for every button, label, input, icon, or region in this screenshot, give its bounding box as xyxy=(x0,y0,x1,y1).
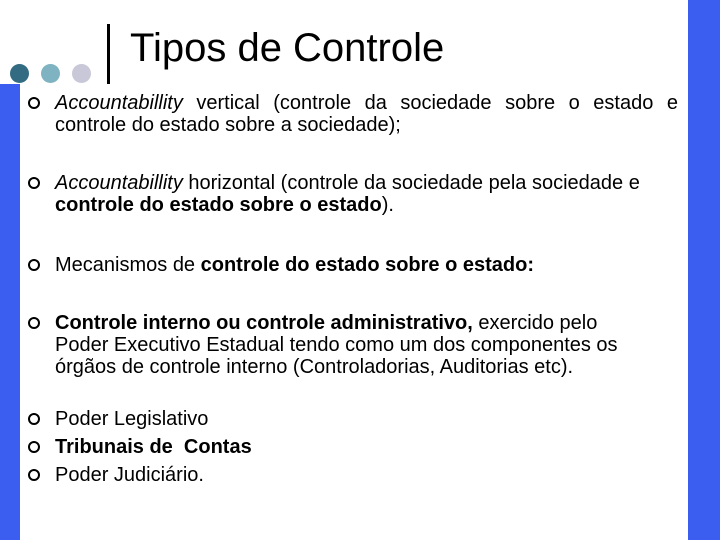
item-text xyxy=(55,312,655,378)
bullet-icon xyxy=(28,177,40,189)
item-plain: Mecanismos de xyxy=(55,254,201,276)
slide-title: Tipos de Controle xyxy=(130,26,445,70)
item-rest: exercido pelo Poder Executivo Estadual tendo como um dos componentes os órgãos de controle interno (Controladorias, Auditorias etc). xyxy=(55,312,618,378)
title-divider xyxy=(107,24,110,84)
item-text xyxy=(55,92,678,136)
item-text xyxy=(55,436,678,458)
item-bold: Controle interno ou controle administrativo, xyxy=(55,312,473,334)
list-item xyxy=(28,408,678,430)
bullet-icon xyxy=(28,469,40,481)
list-item xyxy=(28,254,678,276)
list-item xyxy=(28,464,678,486)
list-item xyxy=(28,312,678,378)
dot-icon xyxy=(72,64,91,83)
item-italic: Accountabillity xyxy=(55,172,183,194)
right-blue-band xyxy=(688,0,720,540)
item-bold: Tribunais de Contas xyxy=(55,436,252,458)
dot-icon xyxy=(10,64,29,83)
item-italic: Accountabillity xyxy=(55,92,183,114)
item-rest: vertical (controle da sociedade sobre o estado e controle do estado sobre a sociedade); xyxy=(55,92,678,136)
item-end: ). xyxy=(381,194,394,216)
bullet-icon xyxy=(28,317,40,329)
item-text xyxy=(55,254,678,276)
list-item xyxy=(28,436,678,458)
list-item xyxy=(28,172,678,216)
left-blue-band xyxy=(0,84,20,540)
item-text: Poder Judiciário. xyxy=(55,464,204,486)
dot-icon xyxy=(41,64,60,83)
item-rest: horizontal (controle da sociedade pela sociedade e xyxy=(182,172,640,194)
item-text: Poder Legislativo xyxy=(55,408,209,430)
bullet-icon xyxy=(28,441,40,453)
item-bold: controle do estado sobre o estado: xyxy=(200,254,535,276)
list-item xyxy=(28,92,678,136)
bullet-icon xyxy=(28,259,40,271)
item-bold: controle do estado sobre o estado xyxy=(55,194,382,216)
bullet-icon xyxy=(28,97,40,109)
bullet-icon xyxy=(28,413,40,425)
item-text xyxy=(55,172,678,216)
